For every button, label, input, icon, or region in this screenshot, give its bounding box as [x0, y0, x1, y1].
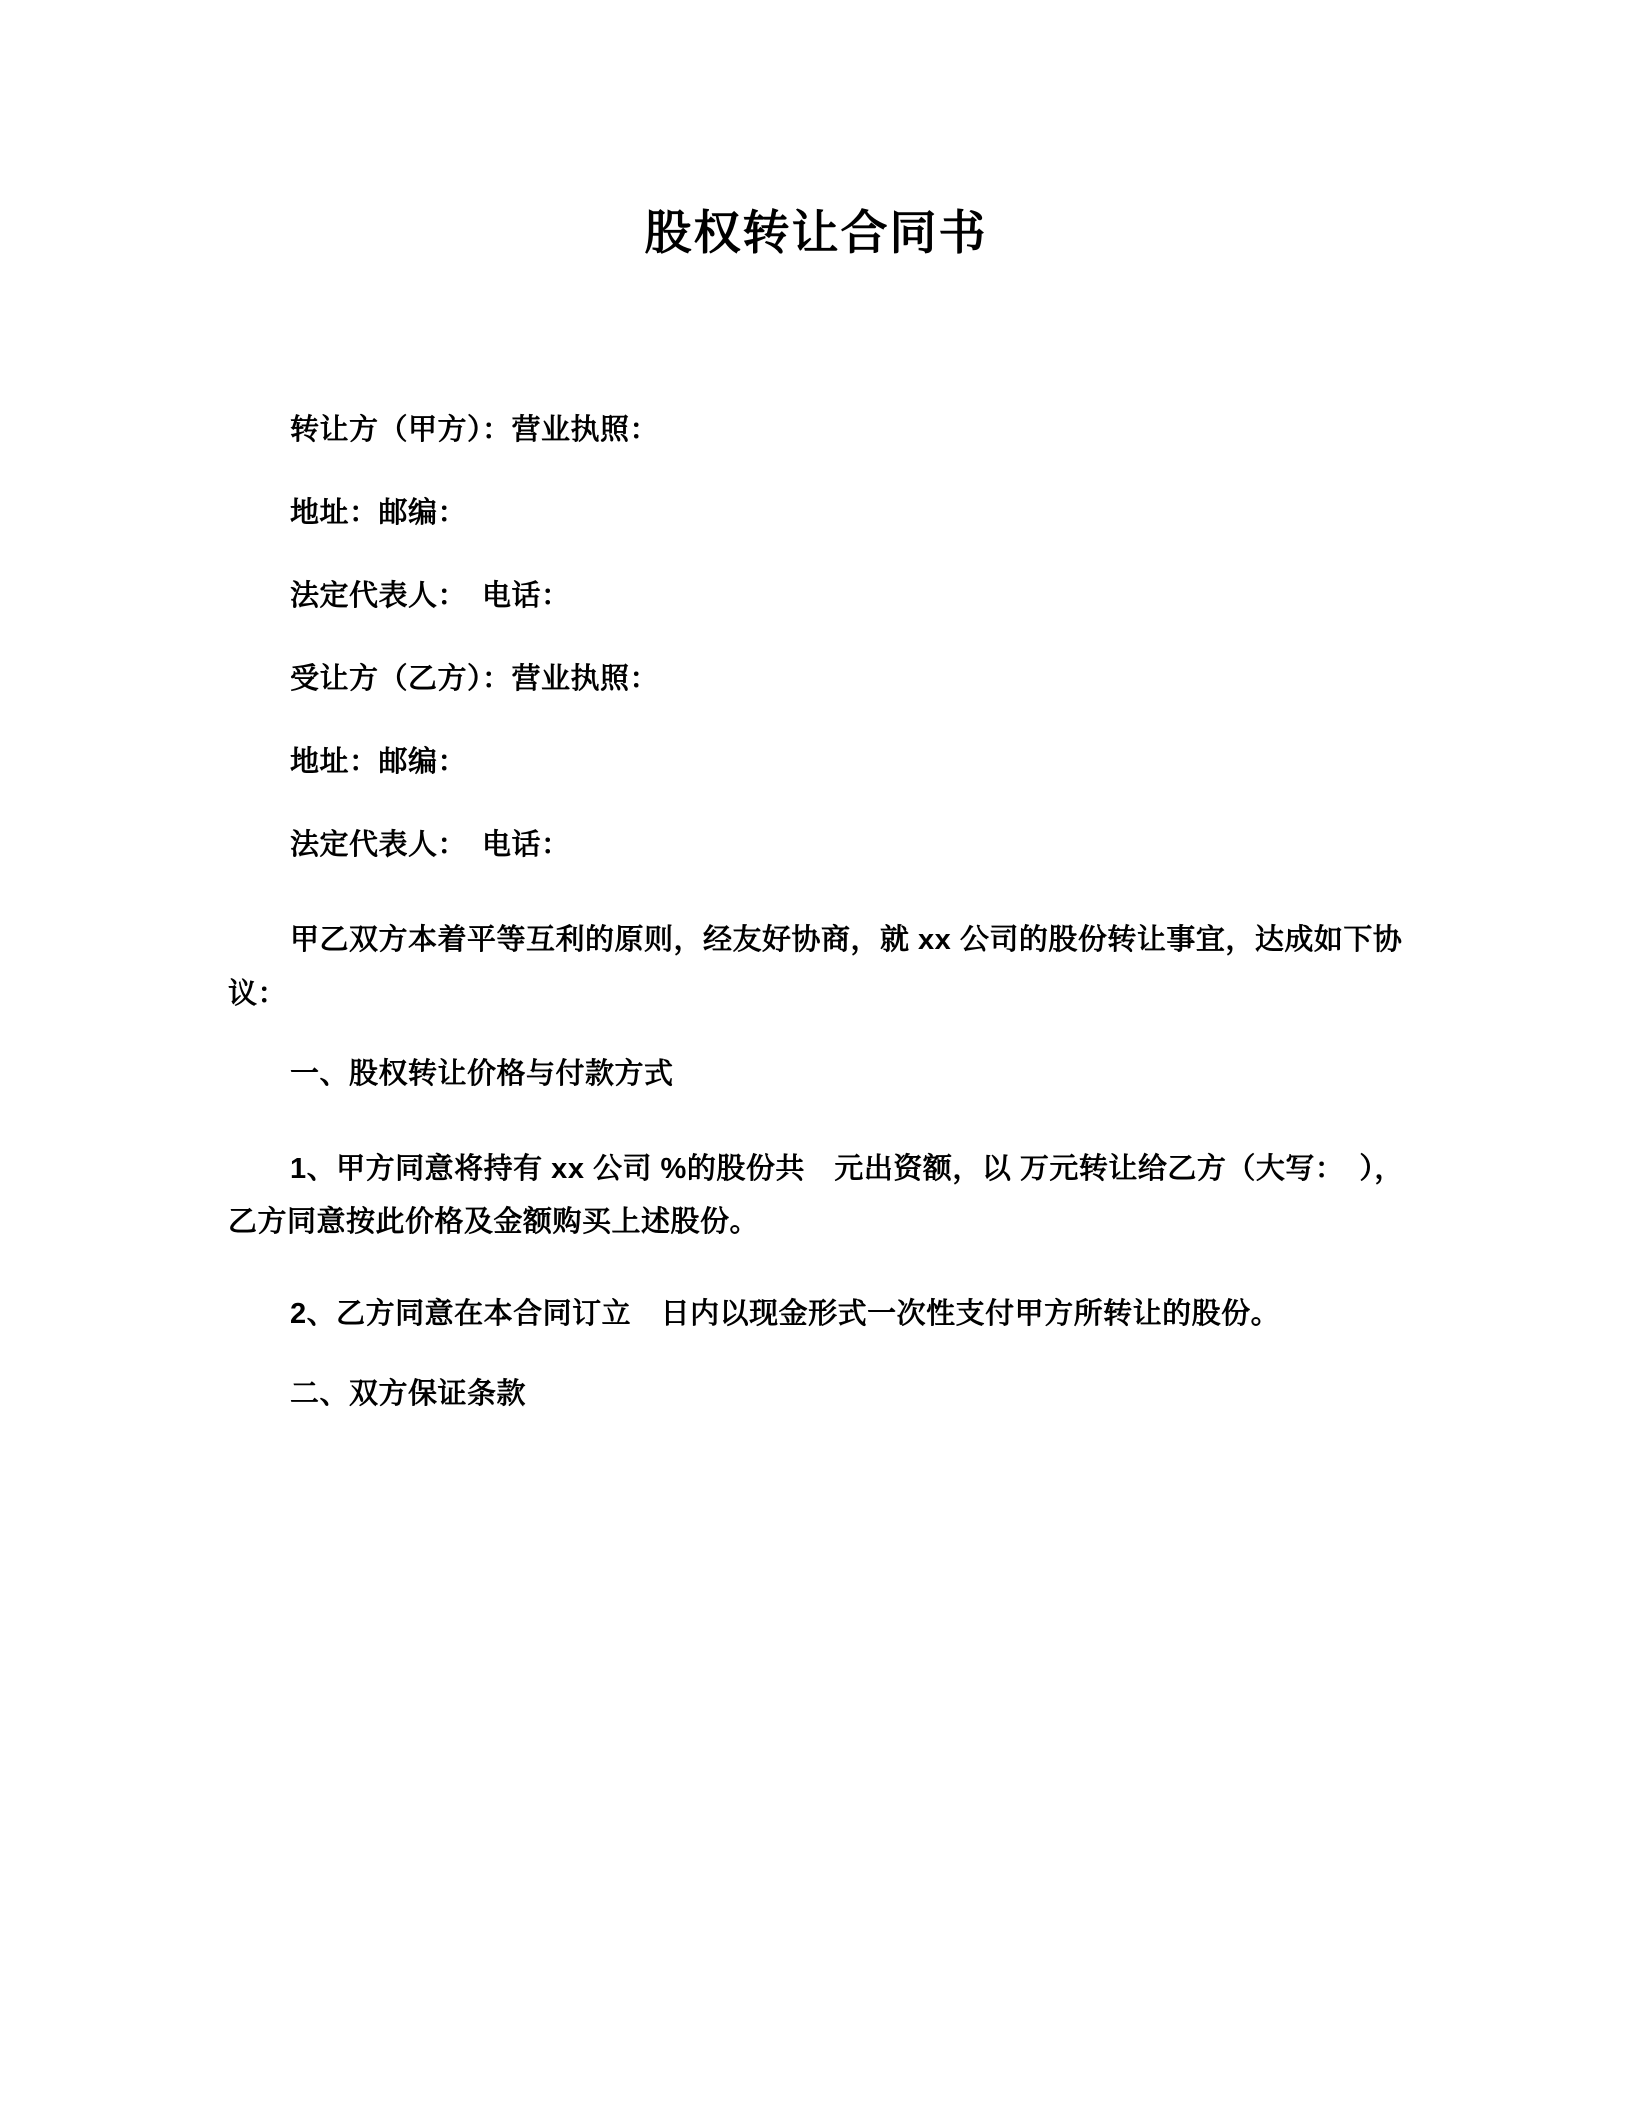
paragraph-transferor-legal-rep-line: 法定代表人： 电话： — [290, 580, 571, 613]
heading-section-one: 一、股权转让价格与付款方式 — [290, 1057, 674, 1090]
heading-section-two: 二、双方保证条款 — [290, 1377, 527, 1410]
paragraph-preamble: 甲乙双方本着平等互利的原则，经友好协商，就 xx 公司的股份转让事宜，达成如下协议： — [228, 924, 1403, 1011]
paragraph-transferor-address-line: 地址：邮编： — [290, 497, 468, 530]
paragraph-transferee-address-line: 地址：邮编： — [290, 746, 468, 779]
paragraph-clause-1-1: 1、甲方同意将持有 xx 公司 %的股份共 元出资额，以 万元转让给乙方（大写： ），乙方同意按此价格及金额购买上述股份。 — [228, 1152, 1404, 1239]
paragraph-transferee-line: 受让方（乙方）：营业执照： — [290, 663, 660, 696]
paragraph-transferor-line: 转让方（甲方）：营业执照： — [290, 414, 660, 447]
paragraph-transferee-legal-rep-line: 法定代表人： 电话： — [290, 829, 571, 862]
document-body — [0, 416, 1632, 1408]
page-title: 股权转让合同书 — [644, 206, 988, 259]
paragraph-clause-1-2: 2、乙方同意在本合同订立 日内以现金形式一次性支付甲方所转让的股份。 — [290, 1297, 1281, 1330]
